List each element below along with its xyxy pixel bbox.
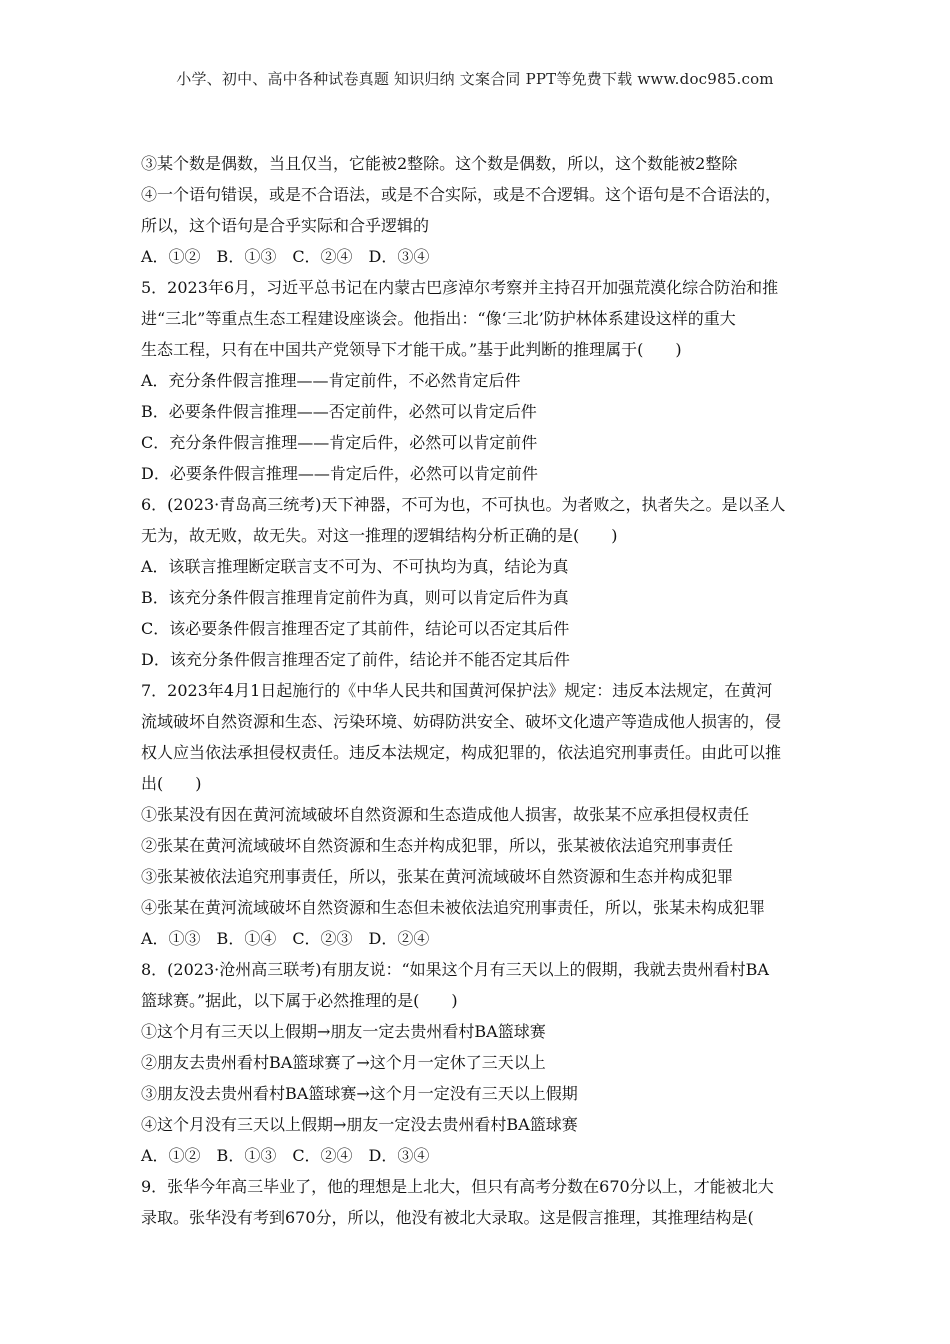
answer-options: A．①② B．①③ C．②④ D．③④ bbox=[141, 1146, 430, 1165]
answer-options: A．①② B．①③ C．②④ D．③④ bbox=[141, 247, 430, 266]
text-line: 权人应当依法承担侵权责任。违反本法规定，构成犯罪的，依法追究刑事责任。由此可以推 bbox=[141, 743, 782, 762]
option-d: D．必要条件假言推理——肯定后件，必然可以肯定前件 bbox=[141, 464, 538, 483]
statement-2: ②张某在黄河流域破坏自然资源和生态并构成犯罪，所以，张某被依法追究刑事责任 bbox=[141, 836, 734, 855]
document-body bbox=[141, 148, 817, 1233]
text-line: ④一个语句错误，或是不合语法，或是不合实际，或是不合逻辑。这个语句是不合语法的， bbox=[141, 185, 782, 204]
option-b: B．必要条件假言推理——否定前件，必然可以肯定后件 bbox=[141, 402, 537, 421]
text-line: 无为，故无败，故无失。对这一推理的逻辑结构分析正确的是( ) bbox=[141, 526, 618, 545]
statement-1: ①这个月有三天以上假期→朋友一定去贵州看村BA篮球赛 bbox=[141, 1022, 546, 1041]
option-a: A．该联言推理断定联言支不可为、不可执均为真，结论为真 bbox=[141, 557, 569, 576]
statement-3: ③张某被依法追究刑事责任，所以，张某在黄河流域破坏自然资源和生态并构成犯罪 bbox=[141, 867, 734, 886]
text-line: 生态工程，只有在中国共产党领导下才能干成。”基于此判断的推理属于( ) bbox=[141, 340, 682, 359]
text-line: 流域破坏自然资源和生态、污染环境、妨碍防洪安全、破坏文化遗产等造成他人损害的，侵 bbox=[141, 712, 782, 731]
answer-options: A．①③ B．①④ C．②③ D．②④ bbox=[141, 929, 430, 948]
page-header: 小学、初中、高中各种试卷真题 知识归纳 文案合同 PPT等免费下载 www.doc985.com bbox=[176, 70, 774, 88]
statement-1: ①张某没有因在黄河流域破坏自然资源和生态造成他人损害，故张某不应承担侵权责任 bbox=[141, 805, 750, 824]
option-a: A．充分条件假言推理——肯定前件，不必然肯定后件 bbox=[141, 371, 521, 390]
text-line: 出( ) bbox=[141, 774, 202, 793]
text-line: 进“三北”等重点生态工程建设座谈会。他指出：“像‘三北’防护林体系建设这样的重大 bbox=[141, 309, 736, 328]
text-line: ③某个数是偶数，当且仅当，它能被2整除。这个数是偶数，所以，这个数能被2整除 bbox=[141, 154, 738, 173]
text-line: 所以，这个语句是合乎实际和合乎逻辑的 bbox=[141, 216, 430, 235]
question-6: 6．(2023·青岛高三统考)天下神器，不可为也，不可执也。为者败之，执者失之。是以圣人 bbox=[141, 495, 786, 514]
statement-4: ④这个月没有三天以上假期→朋友一定没去贵州看村BA篮球赛 bbox=[141, 1115, 578, 1134]
question-9: 9．张华今年高三毕业了，他的理想是上北大，但只有高考分数在670分以上，才能被北大 bbox=[141, 1177, 774, 1196]
option-c: C．该必要条件假言推理否定了其前件，结论可以否定其后件 bbox=[141, 619, 570, 638]
statement-2: ②朋友去贵州看村BA篮球赛了→这个月一定休了三天以上 bbox=[141, 1053, 546, 1072]
option-c: C．充分条件假言推理——肯定后件，必然可以肯定前件 bbox=[141, 433, 538, 452]
text-line: 录取。张华没有考到670分，所以，他没有被北大录取。这是假言推理，其推理结构是( bbox=[141, 1208, 754, 1227]
question-5: 5．2023年6月，习近平总书记在内蒙古巴彦淖尔考察并主持召开加强荒漠化综合防治和推 bbox=[141, 278, 779, 297]
option-b: B．该充分条件假言推理肯定前件为真，则可以肯定后件为真 bbox=[141, 588, 569, 607]
question-7: 7．2023年4月1日起施行的《中华人民共和国黄河保护法》规定：违反本法规定，在黄河 bbox=[141, 681, 773, 700]
statement-3: ③朋友没去贵州看村BA篮球赛→这个月一定没有三天以上假期 bbox=[141, 1084, 578, 1103]
option-d: D．该充分条件假言推理否定了前件，结论并不能否定其后件 bbox=[141, 650, 570, 669]
question-8: 8．(2023·沧州高三联考)有朋友说：“如果这个月有三天以上的假期，我就去贵州看村BA bbox=[141, 960, 769, 979]
text-line: 篮球赛。”据此，以下属于必然推理的是( ) bbox=[141, 991, 458, 1010]
statement-4: ④张某在黄河流域破坏自然资源和生态但未被依法追究刑事责任，所以，张某未构成犯罪 bbox=[141, 898, 766, 917]
